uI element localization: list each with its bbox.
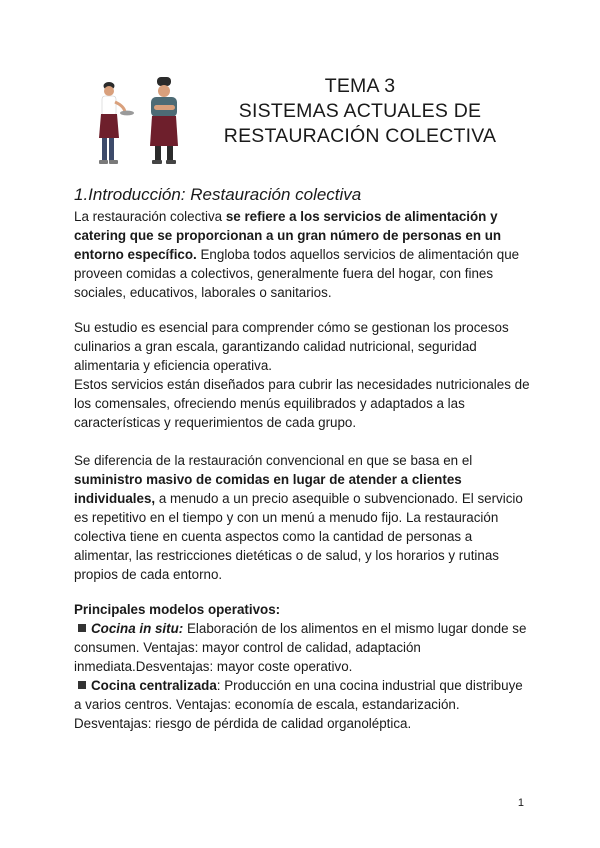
title-line-2: SISTEMAS ACTUALES DE	[238, 100, 482, 122]
difference-paragraph	[74, 451, 530, 584]
intro-text-1: La restauración colectiva	[74, 209, 226, 224]
title-line-1: TEMA 3	[324, 75, 396, 97]
model-2-term: Cocina centralizada	[91, 678, 217, 693]
chefs-illustration	[88, 76, 198, 170]
study-paragraph	[74, 318, 530, 432]
square-bullet-icon	[78, 624, 86, 632]
intro-bold-definition: se refiere a los servicios de alimentación y catering que se proporcionan a un gran número de personas en un entorno específico.	[74, 209, 502, 262]
models-section	[74, 600, 530, 733]
difference-bold: suministro masivo de comidas en lugar de atender a clientes individuales,	[74, 472, 462, 506]
difference-text-2: a menudo a un precio asequible o subvencionado. El servicio es repetitivo en el tiempo y con un menú a menudo fijo. La restauración colectiva tiene en cuenta aspectos como la cantidad de personas a alimentar, las restricciones dietéticas o de salud, y los horarios y rutinas propios de cada entorno.	[74, 491, 523, 582]
model-1-term: Cocina in situ:	[91, 621, 184, 636]
chef-figure	[150, 77, 178, 164]
server-figure	[99, 82, 134, 164]
models-heading: Principales modelos operativos:	[74, 602, 281, 617]
difference-text-1: Se diferencia de la restauración convencional en que se basa en el	[74, 453, 473, 468]
page-number: 1	[517, 797, 524, 809]
section-heading: 1.Introducción: Restauración colectiva	[74, 185, 362, 204]
study-text-1: Su estudio es esencial para comprender cómo se gestionan los procesos culinarios a gran escala, garantizando calidad nutricional, seguridad alimentaria y eficiencia operativa.	[74, 320, 509, 373]
model-2-text: : Producción en una cocina industrial que distribuye a varios centros. Ventajas: economía de escala, estandarización. Desventajas: riesgo de pérdida de calidad organoléptica.	[74, 678, 523, 731]
document-title	[205, 74, 515, 149]
square-bullet-icon	[78, 681, 86, 689]
study-text-2: Estos servicios están diseñados para cubrir las necesidades nutricionales de los comensales, ofreciendo menús equilibrados y adaptados a las características y requerimientos de cada grupo.	[74, 377, 530, 430]
intro-paragraph	[74, 207, 530, 302]
model-1-text: Elaboración de los alimentos en el mismo lugar donde se consumen. Ventajas: mayor control de calidad, adaptación inmediata.Desventajas: mayor coste operativo.	[74, 621, 527, 674]
title-line-3: RESTAURACIÓN COLECTIVA	[223, 125, 497, 147]
intro-text-2: Engloba todos aquellos servicios de alimentación que proveen comidas a colectivos, generalmente fuera del hogar, con fines sociales, educativos, laborales o sanitarios.	[74, 247, 520, 300]
